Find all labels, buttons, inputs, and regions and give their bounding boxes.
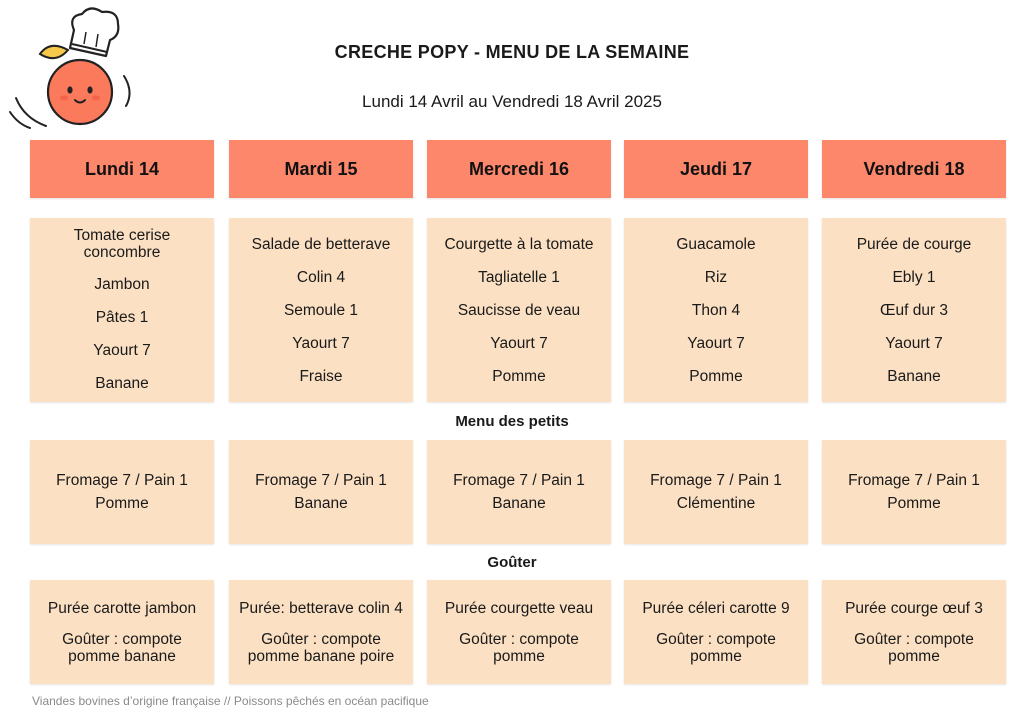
menu-item: Yaourt 7 bbox=[490, 334, 548, 352]
menu-item: Clémentine bbox=[676, 495, 756, 512]
menu-item: Guacamole bbox=[676, 235, 756, 253]
menu-item: Ebly 1 bbox=[892, 268, 936, 286]
lunch-cell-jeudi bbox=[624, 218, 808, 402]
menu-item: Pomme bbox=[689, 367, 743, 385]
menu-item: Purée céleri carotte 9 bbox=[642, 599, 790, 617]
section-label-gouter: Goûter bbox=[487, 554, 537, 571]
menu-item: Purée: betterave colin 4 bbox=[239, 599, 403, 617]
menu-item: Goûter : compote pomme bbox=[459, 630, 579, 665]
menu-item: Œuf dur 3 bbox=[879, 301, 949, 319]
menu-item: Purée de courge bbox=[856, 235, 972, 253]
menu-item: Pomme bbox=[492, 367, 546, 385]
lunch-cell-vendredi bbox=[822, 218, 1006, 402]
page-title: CRECHE POPY - MENU DE LA SEMAINE bbox=[334, 42, 690, 62]
menu-item: Pomme bbox=[887, 495, 941, 512]
menu-item: Yaourt 7 bbox=[885, 334, 943, 352]
menu-item: Fromage 7 / Pain 1 bbox=[453, 472, 585, 489]
day-header-jeudi: Jeudi 17 bbox=[624, 140, 808, 198]
lunch-cell-mercredi bbox=[427, 218, 611, 402]
menu-item: Saucisse de veau bbox=[457, 301, 581, 319]
petits-cell-mardi bbox=[229, 440, 413, 544]
menu-item: Fromage 7 / Pain 1 bbox=[848, 472, 980, 489]
day-header-mardi: Mardi 15 bbox=[229, 140, 413, 198]
menu-item: Purée courgette veau bbox=[444, 599, 594, 617]
peach-chef-mascot-icon bbox=[6, 6, 140, 134]
menu-item: Fromage 7 / Pain 1 bbox=[56, 472, 188, 489]
menu-item: Fromage 7 / Pain 1 bbox=[255, 472, 387, 489]
menu-item: Semoule 1 bbox=[283, 301, 359, 319]
menu-item: Courgette à la tomate bbox=[444, 235, 594, 253]
page-subtitle: Lundi 14 Avril au Vendredi 18 Avril 2025 bbox=[362, 92, 662, 111]
menu-item: Jambon bbox=[94, 275, 150, 293]
menu-item: Yaourt 7 bbox=[687, 334, 745, 352]
menu-item: Yaourt 7 bbox=[93, 341, 151, 359]
menu-item: Purée carotte jambon bbox=[47, 599, 197, 617]
menu-item: Banane bbox=[294, 495, 348, 512]
menu-item: Tomate cerise concombre bbox=[73, 226, 171, 261]
menu-item: Goûter : compote pomme banane bbox=[62, 630, 182, 665]
petits-cell-jeudi bbox=[624, 440, 808, 544]
gouter-cell-mercredi bbox=[427, 580, 611, 684]
menu-item: Tagliatelle 1 bbox=[478, 268, 560, 286]
day-header-lundi: Lundi 14 bbox=[30, 140, 214, 198]
petits-cell-lundi bbox=[30, 440, 214, 544]
menu-item: Purée courge œuf 3 bbox=[845, 599, 983, 617]
petits-cell-vendredi bbox=[822, 440, 1006, 544]
lunch-cell-mardi bbox=[229, 218, 413, 402]
menu-item: Riz bbox=[704, 268, 728, 286]
footer-note: Viandes bovines d’origine française // Poissons pêchés en océan pacifique bbox=[32, 694, 429, 708]
menu-item: Pomme bbox=[95, 495, 149, 512]
menu-item: Thon 4 bbox=[691, 301, 741, 319]
menu-item: Fraise bbox=[299, 367, 343, 385]
petits-cell-mercredi bbox=[427, 440, 611, 544]
menu-item: Goûter : compote pomme banane poire bbox=[247, 630, 395, 665]
gouter-cell-vendredi bbox=[822, 580, 1006, 684]
lunch-cell-lundi bbox=[30, 218, 214, 402]
menu-item: Pâtes 1 bbox=[95, 308, 149, 326]
menu-item: Yaourt 7 bbox=[292, 334, 350, 352]
menu-item: Banane bbox=[492, 495, 546, 512]
menu-item: Banane bbox=[95, 374, 149, 392]
gouter-cell-mardi bbox=[229, 580, 413, 684]
gouter-cell-jeudi bbox=[624, 580, 808, 684]
menu-item: Fromage 7 / Pain 1 bbox=[650, 472, 782, 489]
gouter-cell-lundi bbox=[30, 580, 214, 684]
menu-item: Salade de betterave bbox=[251, 235, 391, 253]
menu-item: Banane bbox=[887, 367, 941, 385]
day-header-mercredi: Mercredi 16 bbox=[427, 140, 611, 198]
day-header-vendredi: Vendredi 18 bbox=[822, 140, 1006, 198]
section-label-petits: Menu des petits bbox=[455, 413, 569, 430]
menu-item: Colin 4 bbox=[296, 268, 346, 286]
menu-item: Goûter : compote pomme bbox=[854, 630, 974, 665]
menu-item: Goûter : compote pomme bbox=[656, 630, 776, 665]
